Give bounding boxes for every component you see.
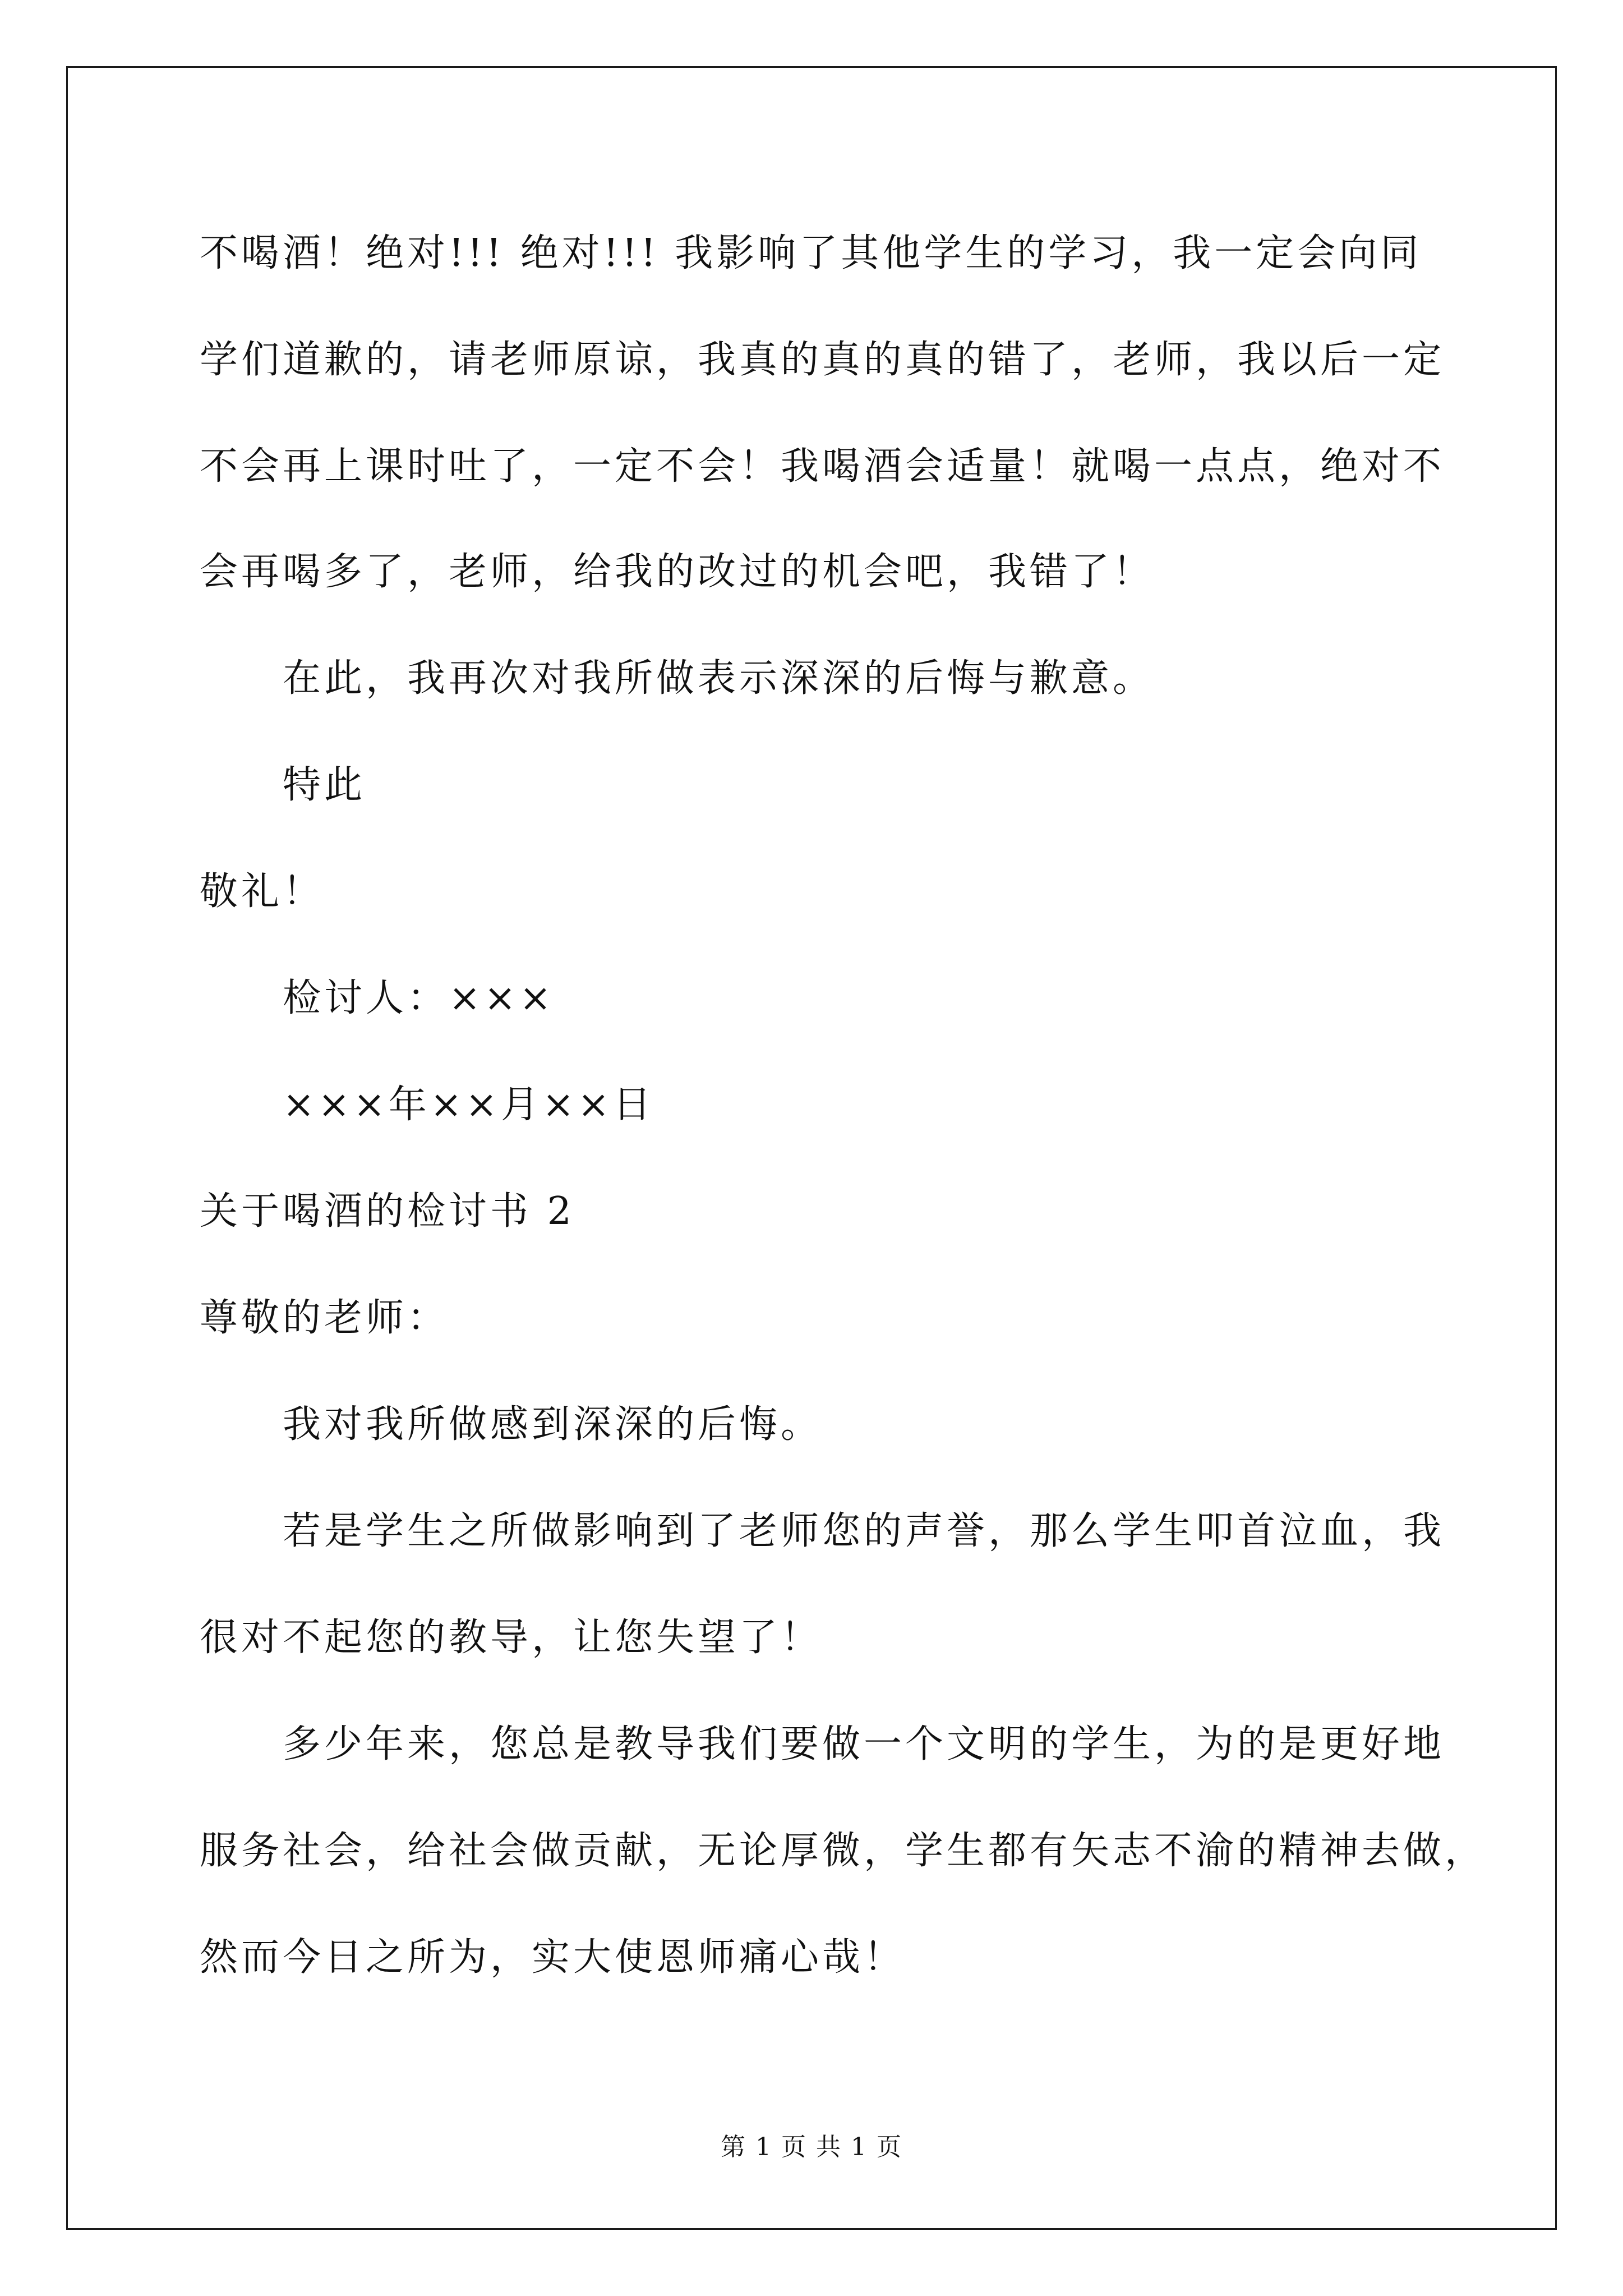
salutation-closing: 敬礼！ bbox=[200, 869, 325, 914]
paragraph-line: 然而今日之所为，实大使恩师痛心哉！ bbox=[200, 1935, 906, 1980]
paragraph-line: 在此，我再次对我所做表示深深的后悔与歉意。 bbox=[283, 656, 1155, 701]
closing-phrase: 特此 bbox=[283, 763, 366, 807]
paragraph-line: 服务社会，给社会做贡献，无论厚微，学生都有矢志不渝的精神去做， bbox=[200, 1829, 1487, 1873]
paragraph-line: 学们道歉的，请老师原谅，我真的真的真的错了，老师，我以后一定 bbox=[200, 338, 1445, 382]
page-footer: 第 1 页 共 1 页 bbox=[721, 2133, 902, 2161]
signature-line: 检讨人：××× bbox=[283, 976, 555, 1020]
paragraph-line: 若是学生之所做影响到了老师您的声誉，那么学生叩首泣血，我 bbox=[283, 1509, 1445, 1553]
paragraph-line: 不喝酒！绝对!!! 绝对!!! 我影响了其他学生的学习，我一定会向同 bbox=[200, 231, 1422, 275]
paragraph-line: 多少年来，您总是教导我们要做一个文明的学生，为的是更好地 bbox=[283, 1722, 1445, 1766]
paragraph-line: 会再喝多了，老师，给我的改过的机会吧，我错了！ bbox=[200, 550, 1155, 594]
paragraph-line: 我对我所做感到深深的后悔。 bbox=[283, 1402, 823, 1447]
paragraph-line: 很对不起您的教导，让您失望了！ bbox=[200, 1616, 823, 1660]
paragraph-line: 不会再上课时吐了，一定不会！我喝酒会适量！就喝一点点，绝对不 bbox=[200, 444, 1445, 489]
section-title: 关于喝酒的检讨书 2 bbox=[200, 1189, 575, 1234]
greeting: 尊敬的老师： bbox=[200, 1296, 449, 1340]
page-border bbox=[66, 66, 1557, 2230]
date-line: ×××年××月××日 bbox=[283, 1083, 654, 1127]
